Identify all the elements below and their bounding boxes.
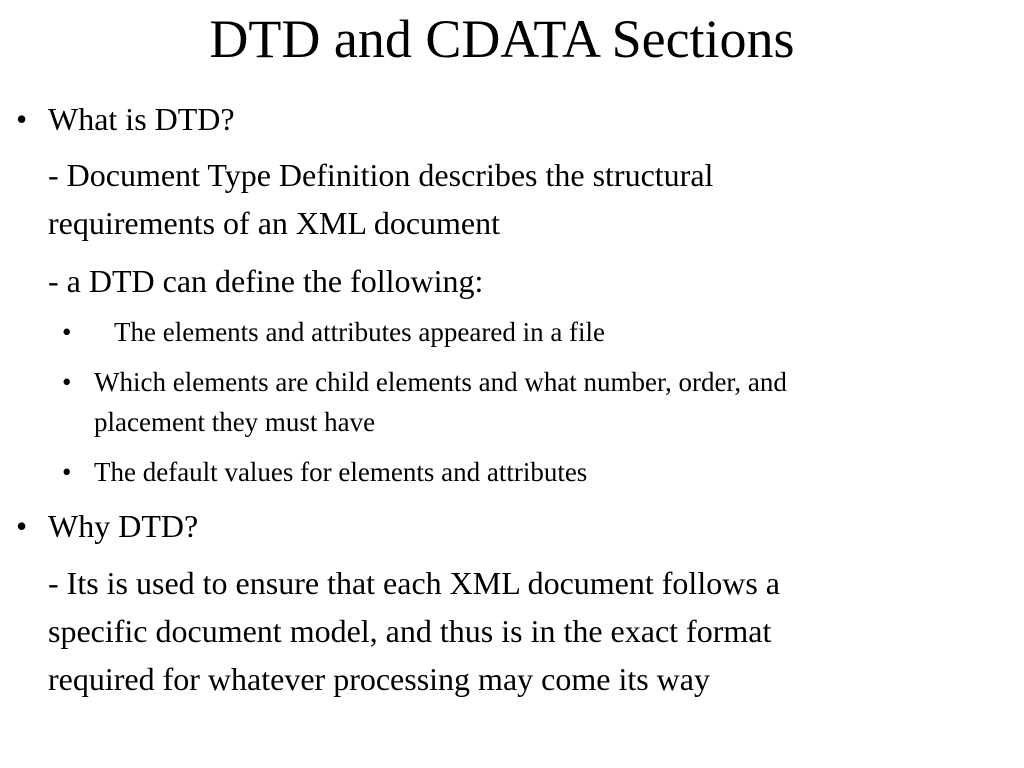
- bullet-heading-why-dtd: Why DTD?: [48, 508, 199, 544]
- sub-bullet-icon: •: [62, 317, 72, 347]
- definition-line: - Document Type Definition describes the structural: [48, 157, 714, 193]
- sub-item: The elements and attributes appeared in a file: [114, 317, 606, 347]
- sub-bullet-icon: •: [62, 457, 72, 487]
- bullet-icon: •: [16, 508, 28, 544]
- explanation-line: - Its is used to ensure that each XML document follows a: [48, 565, 780, 601]
- explanation-line: specific document model, and thus is in the exact format: [48, 613, 772, 649]
- definition-line: requirements of an XML document: [48, 205, 501, 241]
- sub-bullet-icon: •: [62, 367, 72, 397]
- sub-item: The default values for elements and attributes: [94, 457, 588, 487]
- sub-item-continuation: placement they must have: [94, 407, 376, 437]
- bullet-heading-what-is-dtd: What is DTD?: [48, 101, 235, 137]
- capability-intro: - a DTD can define the following:: [48, 263, 484, 299]
- sub-item: Which elements are child elements and what number, order, and: [94, 367, 787, 397]
- explanation-line: required for whatever processing may come its way: [48, 661, 710, 697]
- slide-title: DTD and CDATA Sections: [209, 9, 795, 69]
- bullet-icon: •: [16, 101, 28, 137]
